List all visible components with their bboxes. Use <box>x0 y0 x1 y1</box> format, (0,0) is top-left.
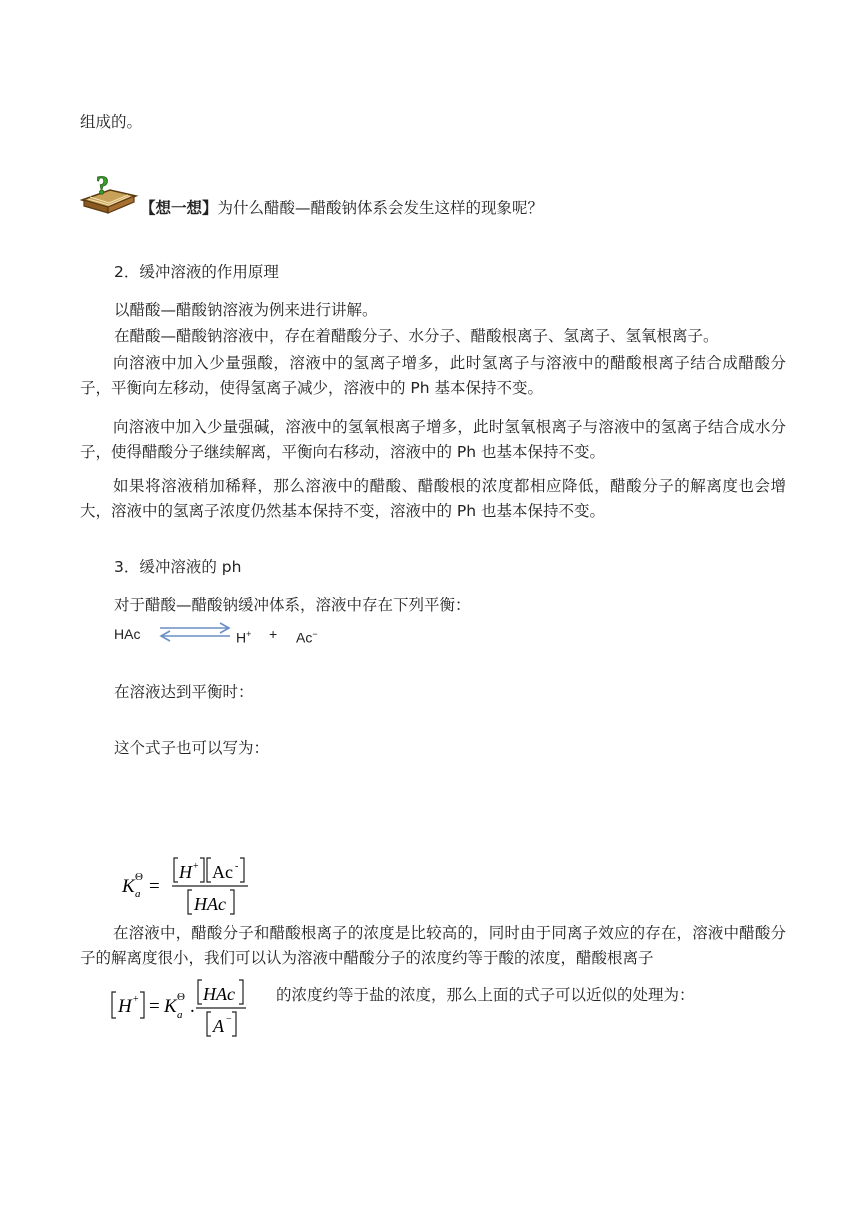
paragraph-base: 向溶液中加入少量强碱，溶液中的氢氧根离子增多，此时氢氧根离子与溶液中的氢离子结合成水分子，使得醋酸分子继续解离，平衡向右移动，溶液中的 Ph 也基本保持不变。 <box>80 418 786 461</box>
paragraph-acid: 向溶液中加入少量强酸，溶液中的氢离子增多，此时氢离子与溶液中的醋酸根离子结合成醋酸分子，平衡向左移动，使得氢离子减少，溶液中的 Ph 基本保持不变。 <box>80 354 786 397</box>
svg-text:-: - <box>235 861 239 872</box>
paragraph-dilute: 如果将溶液稍加稀释，那么溶液中的醋酸、醋酸根的浓度都相应降低，醋酸分子的解离度也会增大，溶液中的氢离子浓度仍然基本保持不变，溶液中的 Ph 也基本保持不变。 <box>80 477 786 520</box>
svg-text:.: . <box>190 996 195 1017</box>
text-line: 组成的。 <box>80 113 143 131</box>
svg-text:=: = <box>149 876 160 897</box>
svg-text:?: ? <box>96 171 109 200</box>
think-label: 【想一想】 <box>140 199 218 217</box>
svg-text:a: a <box>177 1009 183 1021</box>
section-3-title: 3．缓冲溶液的 ph <box>114 558 242 576</box>
paragraph-example: 以醋酸—醋酸钠溶液为例来进行讲解。 <box>114 301 378 319</box>
svg-text:H: H <box>179 862 192 882</box>
svg-text:A: A <box>213 1016 224 1036</box>
paragraph-concentration-2: 的浓度约等于盐的浓度，那么上面的式子可以近似的处理为： <box>276 986 695 1004</box>
svg-text:Ac: Ac <box>212 862 233 882</box>
svg-text:−: − <box>226 1014 232 1025</box>
svg-text:HAc: HAc <box>194 894 226 914</box>
h-formula <box>108 976 268 1040</box>
svg-text:Θ: Θ <box>135 871 143 883</box>
paragraph-equilibrium: 在溶液达到平衡时： <box>114 683 254 701</box>
equilibrium-h: H+ <box>236 629 252 646</box>
think-line <box>140 198 543 218</box>
equilibrium-hac: HAc <box>114 626 141 642</box>
section-2-title: 2．缓冲溶液的作用原理 <box>114 263 279 281</box>
svg-text:Θ: Θ <box>177 991 185 1003</box>
svg-text:K: K <box>122 876 135 897</box>
svg-text:+: + <box>193 861 199 872</box>
svg-text:K: K <box>164 996 177 1017</box>
paragraph-system: 对于醋酸—醋酸钠缓冲体系，溶液中存在下列平衡： <box>114 596 471 614</box>
paragraph-write: 这个式子也可以写为： <box>114 739 270 757</box>
paragraph-concentration: 在溶液中，醋酸分子和醋酸根离子的浓度是比较高的，同时由于同离子效应的存在，溶液中醋酸分子的解离度很小，我们可以认为溶液中醋酸分子的浓度约等于酸的浓度，醋酸根离子 <box>80 924 786 967</box>
equilibrium-plus: + <box>269 626 278 642</box>
ka-formula <box>118 852 268 918</box>
think-question: 为什么醋酸—醋酸钠体系会发生这样的现象呢？ <box>217 199 544 217</box>
svg-text:a: a <box>135 888 141 900</box>
svg-text:HAc: HAc <box>203 984 235 1004</box>
svg-text:H: H <box>118 996 132 1017</box>
book-question-icon <box>78 170 140 216</box>
paragraph-contains: 在醋酸—醋酸钠溶液中，存在着醋酸分子、水分子、醋酸根离子、氢离子、氢氧根离子。 <box>114 327 719 345</box>
equilibrium-arrows-icon <box>158 622 232 642</box>
svg-text:+: + <box>133 994 139 1005</box>
svg-text:=: = <box>149 996 160 1017</box>
equilibrium-ac: Ac− <box>296 629 318 646</box>
